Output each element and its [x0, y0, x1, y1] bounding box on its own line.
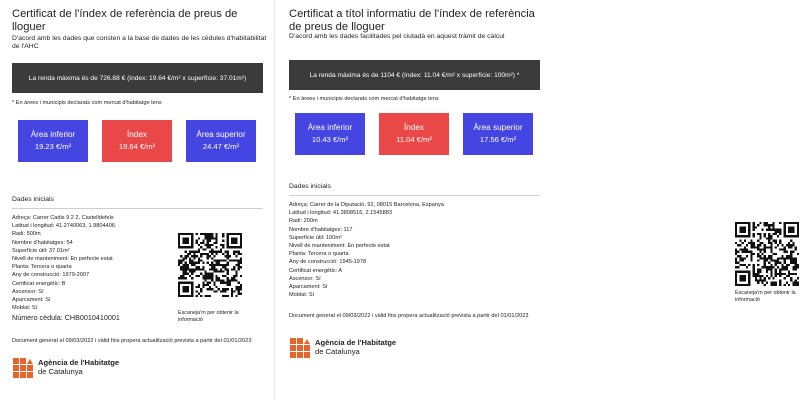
field-dwellings: Nombre d'habitatges: 117 [289, 226, 353, 233]
certificate-subtitle: D'acord amb les dades facilitades pel ciutadà en aquest tràmit de càlcul [289, 33, 505, 40]
lower-area-label: Àrea inferior [30, 130, 76, 139]
section-title: Dades inicials [12, 196, 54, 203]
index-value: 19.64 €/m² [118, 142, 156, 151]
field-elevator: Ascensor: Sí [289, 275, 321, 282]
certificate-subtitle: D'acord amb les dades que consten a la base de dades de les cèdules d'habitabilitat de l'AHC [12, 35, 267, 51]
field-parking: Aparcament: Sí [12, 297, 51, 304]
field-surface: Superfície útil: 100m² [289, 234, 342, 241]
upper-area-value: 17.56 €/m² [479, 135, 517, 144]
validity-footer: Document generat el 09/03/2022 i vàlid fins propera actualització prevista a partir del 01/01/2023 [289, 313, 529, 319]
index-label: Índex [403, 123, 425, 132]
field-furnished: Moblat: Sí [12, 305, 38, 312]
field-coordinates: Latitud i longitud: 41.2740063, 1.9804406 [12, 223, 115, 230]
lower-area-box [18, 120, 88, 162]
field-energy-certificate: Certificat energètic: B [12, 280, 66, 287]
agency-name-line1: Agència de l'Habitatge [38, 358, 120, 368]
agency-logo-icon [12, 357, 34, 379]
upper-area-box [186, 120, 256, 162]
index-value: 11.04 €/m² [396, 135, 432, 144]
qr-caption: Escaneja'm per obtenir la informació [735, 290, 796, 303]
field-construction-year: Any de construcció: 1945-1978 [289, 259, 367, 266]
lower-area-label: Àrea inferior [307, 123, 353, 132]
lower-area-value: 19.23 €/m² [34, 142, 72, 151]
field-floor: Planta: Tercera o quarta [289, 251, 349, 258]
page-divider [274, 0, 275, 400]
field-coordinates: Latitud i longitud: 41.3808516, 2.1545883 [289, 210, 392, 217]
index-boxes [295, 113, 535, 155]
field-radius: Radi: 500m [12, 231, 41, 238]
footnote: * En àrees i municipis declarats com mercat d'habitatge tens [12, 100, 162, 106]
certificate-title: Certificat de l'índex de referència de preus de lloguer [12, 8, 238, 33]
index-boxes [18, 120, 258, 162]
qr-caption: Escaneja'm per obtenir la informació [178, 310, 239, 323]
upper-area-box [463, 113, 533, 155]
certificate-title: Certificat a títol informatiu de l'índex de referència de preus de lloguer [289, 8, 535, 33]
agency-name-line1: Agència de l'Habitatge [315, 338, 397, 348]
agency-branding [12, 357, 119, 379]
index-label: Índex [126, 130, 148, 139]
section-divider [289, 195, 540, 196]
upper-area-label: Àrea superior [196, 130, 246, 139]
field-parking: Aparcament: Sí [289, 284, 328, 291]
max-rent-banner: La renda màxima és de 726.88 € (índex: 19.64 €/m² x superfície: 37.01m²) [12, 63, 263, 93]
field-dwellings: Nombre d'habitatges: 54 [12, 239, 73, 246]
agency-name-line2: de Catalunya [315, 347, 360, 356]
field-surface: Superfície útil: 37.01m² [12, 247, 70, 254]
qr-code-icon[interactable] [178, 233, 242, 297]
field-energy-certificate: Certificat energètic: A [289, 267, 343, 274]
index-box [102, 120, 172, 162]
lower-area-box [295, 113, 365, 155]
certificate-left [0, 0, 273, 400]
agency-branding [289, 337, 396, 359]
upper-area-value: 24.47 €/m² [202, 142, 240, 151]
index-box [379, 113, 449, 155]
agency-logo-icon [289, 337, 311, 359]
qr-code-icon[interactable] [735, 222, 799, 286]
footnote: * En àrees i municipis declarats com mercat d'habitatge tens [289, 96, 439, 102]
agency-name-line2: de Catalunya [38, 367, 83, 376]
lower-area-value: 10.43 €/m² [311, 135, 349, 144]
initial-data-list [12, 214, 167, 323]
initial-data-list [289, 201, 444, 299]
section-title: Dades inicials [289, 183, 331, 190]
field-address: Adreça: Carrer Cadis 9 2 2, Castelldefels [12, 215, 114, 221]
field-address: Adreça: Carrer de la Diputació, 92, 08015 Barcelona, Espanya [289, 202, 444, 208]
validity-footer: Document generat el 09/03/2022 i vàlid fins propera actualització prevista a partir del 01/01/2023 [12, 338, 252, 344]
certificate-right [277, 0, 796, 400]
section-divider [12, 208, 263, 209]
upper-area-label: Àrea superior [473, 123, 523, 132]
field-floor: Planta: Tercera o quarta [12, 264, 72, 271]
max-rent-banner: La renda màxima és de 1104 € (índex: 11.04 €/m² x superfície: 100m²) * [289, 60, 540, 90]
field-radius: Radi: 200m [289, 218, 318, 225]
field-construction-year: Any de construcció: 1979-2007 [12, 272, 90, 279]
field-elevator: Ascensor: Sí [12, 288, 44, 295]
field-maintenance: Nivell de manteniment: En perfecte estat [289, 243, 390, 250]
field-maintenance: Nivell de manteniment: En perfecte estat [12, 256, 113, 263]
field-cedula-number: Número cèdula: CHB0010410001 [12, 313, 120, 323]
field-furnished: Moblat: Sí [289, 292, 315, 299]
